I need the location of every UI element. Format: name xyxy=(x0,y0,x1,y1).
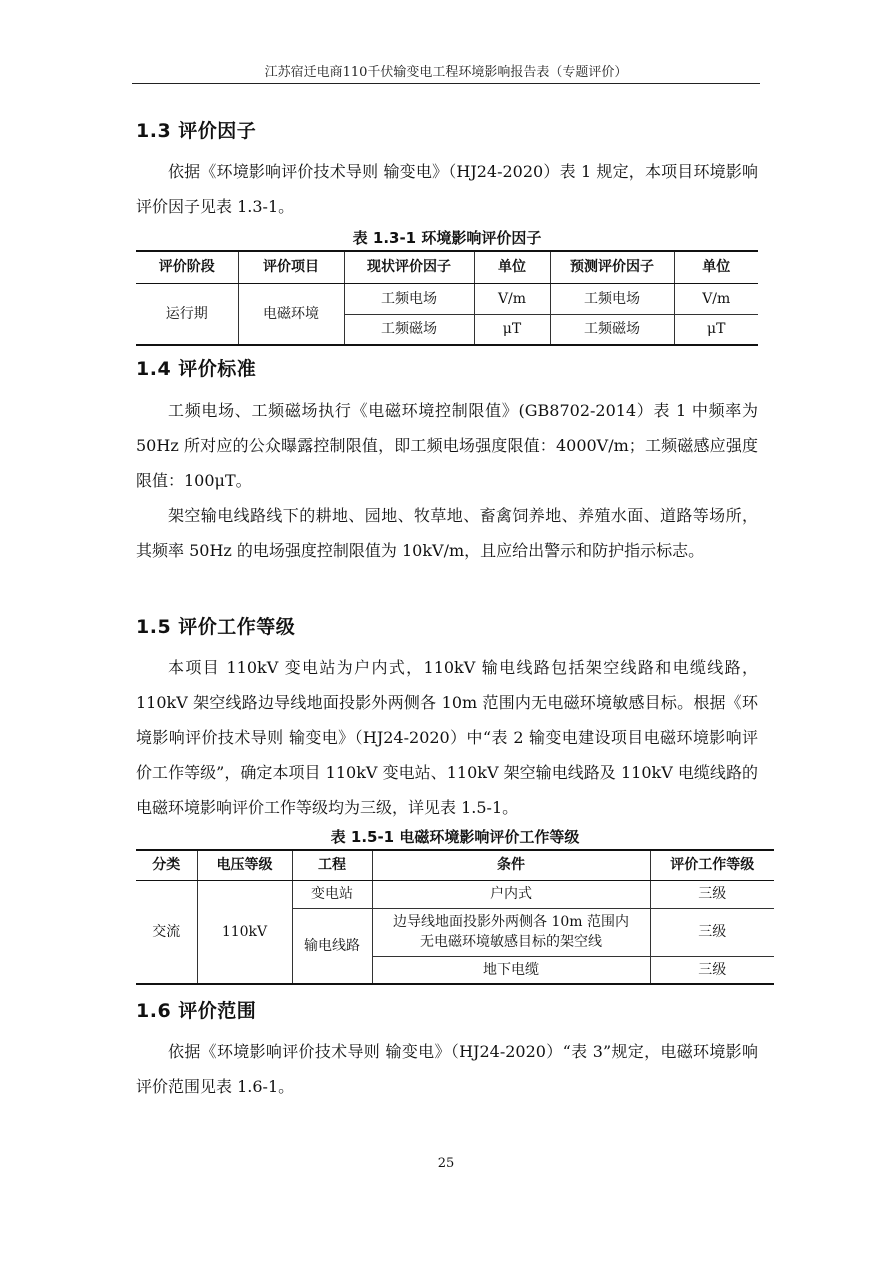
section-1-4-paragraph-1: 工频电场、工频磁场执行《电磁环境控制限值》(GB8702-2014）表 1 中频率为 50Hz 所对应的公众曝露控制限值，即工频电场强度限值：4000V/m；工频磁感应强度限值：100μT。 xyxy=(136,401,758,490)
table-1-5-1 xyxy=(136,849,774,985)
table-row xyxy=(136,283,758,314)
section-heading-1-4: 1.4 评价标准 xyxy=(136,358,257,380)
running-header: 江苏宿迁电商110千伏输变电工程环境影响报告表（专题评价） xyxy=(264,65,628,80)
page-number: 25 xyxy=(437,1156,455,1171)
predicted-factor-cell: 工频磁场 xyxy=(550,314,674,345)
column-header: 单位 xyxy=(674,251,758,283)
column-header: 工程 xyxy=(292,850,372,880)
condition-line: 边导线地面投影外两侧各 10m 范围内 xyxy=(393,914,629,930)
voltage-cell: 110kV xyxy=(197,880,292,984)
section-1-3-paragraph: 依据《环境影响评价技术导则 输变电》（HJ24-2020）表 1 规定，本项目环境影响评价因子见表 1.3-1。 xyxy=(136,162,758,216)
current-factor-cell: 工频磁场 xyxy=(344,314,474,345)
unit-cell: μT xyxy=(674,314,758,345)
section-heading-1-3: 1.3 评价因子 xyxy=(136,120,257,142)
table-1-3-1-caption: 表 1.3-1 环境影响评价因子 xyxy=(352,229,542,247)
unit-cell: V/m xyxy=(474,283,550,314)
column-header: 预测评价因子 xyxy=(550,251,674,283)
category-cell: 交流 xyxy=(136,880,197,984)
condition-cell: 地下电缆 xyxy=(372,956,650,984)
section-heading-1-5: 1.5 评价工作等级 xyxy=(136,616,296,638)
grade-cell: 三级 xyxy=(650,956,774,984)
header-rule xyxy=(132,83,760,84)
project-cell: 变电站 xyxy=(292,880,372,908)
section-1-4-paragraph-2: 架空输电线路线下的耕地、园地、牧草地、畜禽饲养地、养殖水面、道路等场所，其频率 50Hz 的电场强度控制限值为 10kV/m，且应给出警示和防护指示标志。 xyxy=(136,506,758,560)
column-header: 单位 xyxy=(474,251,550,283)
predicted-factor-cell: 工频电场 xyxy=(550,283,674,314)
unit-cell: V/m xyxy=(674,283,758,314)
condition-cell xyxy=(372,908,650,956)
column-header: 评价工作等级 xyxy=(650,850,774,880)
stage-cell: 运行期 xyxy=(136,283,238,345)
grade-cell: 三级 xyxy=(650,908,774,956)
condition-cell: 户内式 xyxy=(372,880,650,908)
grade-cell: 三级 xyxy=(650,880,774,908)
table-1-5-1-caption: 表 1.5-1 电磁环境影响评价工作等级 xyxy=(330,828,580,846)
table-header-row xyxy=(136,850,774,880)
project-cell: 输电线路 xyxy=(292,908,372,984)
current-factor-cell: 工频电场 xyxy=(344,283,474,314)
table-1-3-1 xyxy=(136,250,758,346)
column-header: 评价项目 xyxy=(238,251,344,283)
unit-cell: μT xyxy=(474,314,550,345)
item-cell: 电磁环境 xyxy=(238,283,344,345)
section-heading-1-6: 1.6 评价范围 xyxy=(136,1000,257,1022)
column-header: 电压等级 xyxy=(197,850,292,880)
condition-line: 无电磁环境敏感目标的架空线 xyxy=(420,934,602,950)
table-row xyxy=(136,880,774,908)
column-header: 现状评价因子 xyxy=(344,251,474,283)
section-1-6-paragraph: 依据《环境影响评价技术导则 输变电》（HJ24-2020）“表 3”规定，电磁环境影响评价范围见表 1.6-1。 xyxy=(136,1042,758,1096)
table-header-row xyxy=(136,251,758,283)
column-header: 评价阶段 xyxy=(136,251,238,283)
section-1-5-paragraph: 本项目 110kV 变电站为户内式，110kV 输电线路包括架空线路和电缆线路，110kV 架空线路边导线地面投影外两侧各 10m 范围内无电磁环境敏感目标。根据《环境影响评价技术导则 输变电》（HJ24-2020）中“表 2 输变电建设项目电磁环境影响评价工作等级”，确定本项目 110kV 变电站、110kV 架空输电线路及 110kV 电缆线路的电磁环境影响评价工作等级均为三级，详见表 1.5-1。 xyxy=(136,658,758,817)
column-header: 条件 xyxy=(372,850,650,880)
column-header: 分类 xyxy=(136,850,197,880)
